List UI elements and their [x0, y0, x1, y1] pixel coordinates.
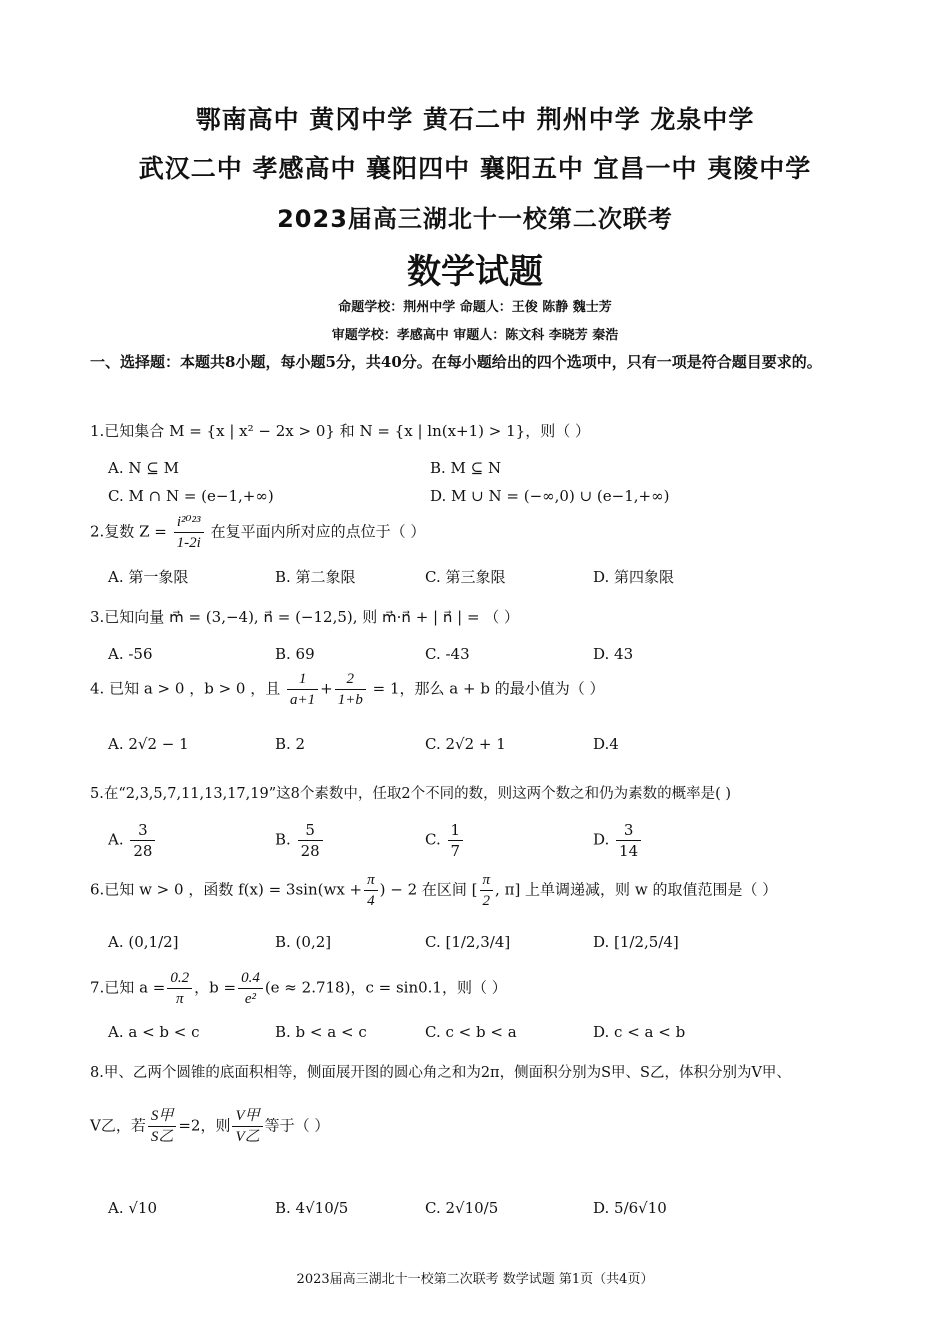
q2-option-a: A. 第一象限 — [108, 568, 189, 586]
q7-option-d: D. c < a < b — [593, 1023, 686, 1041]
q6-int-den: 2 — [482, 893, 491, 909]
q6-pi-den: 4 — [367, 893, 375, 909]
q1-option-b: B. M ⊆ N — [430, 459, 502, 477]
question-4: 4. 已知 a > 0 ，b > 0 ，且 $\frac{1}{a+1}$ + $\frac{2}{1+b}$ = 1，那么 a + b 的最小值为（ ） — [90, 671, 605, 708]
q4-option-b: B. 2 — [275, 735, 306, 753]
q7-text-2: ，b = — [194, 978, 237, 997]
q6-pi-num: π — [364, 870, 378, 891]
q7-option-c: C. c < b < a — [425, 1023, 517, 1041]
q2-denominator: 1-2i — [176, 535, 201, 551]
question-7 — [90, 968, 507, 1009]
subject-title: 数学试题 — [407, 252, 543, 292]
q8-line2-a: V乙，若 — [90, 1116, 146, 1135]
q4-option-c: C. 2√2 + 1 — [425, 735, 506, 753]
q4-f1-num: 1 — [287, 669, 318, 690]
q6-text-1: 6.已知 w > 0 ，函数 f(x) = 3sin(wx + — [90, 880, 363, 899]
author-line: 命题学校：荆州中学 命题人：王俊 陈静 魏士芳 — [338, 300, 612, 315]
q5-c-den: 7 — [450, 842, 461, 860]
q5-b-num: 5 — [298, 820, 323, 841]
q5-option-b — [275, 820, 325, 861]
q8-option-d: D. 5/6√10 — [593, 1199, 667, 1217]
q7-b-den: e² — [244, 991, 257, 1007]
question-1: 1.已知集合 M = {x | x² − 2x > 0} 和 N = {x | ln(x+1) > 1}，则（ ） — [90, 422, 590, 440]
q7-text-3: (e ≈ 2.718)，c = sin0.1，则（ ） — [264, 978, 507, 997]
q2-option-c: C. 第三象限 — [425, 568, 506, 586]
q5-c-label: C. — [425, 830, 441, 849]
q5-d-den: 14 — [619, 842, 639, 860]
question-6 — [90, 870, 777, 911]
q8-v-den: V乙 — [235, 1129, 260, 1145]
q4-f2-den: 1+b — [337, 692, 363, 708]
q1-option-d: D. M ∪ N = (−∞,0) ∪ (e−1,+∞) — [430, 487, 670, 505]
reviewer-line: 审题学校：孝感高中 审题人：陈文科 李晓芳 秦浩 — [331, 328, 619, 343]
q5-a-fraction — [130, 820, 155, 861]
q3-option-a: A. -56 — [108, 645, 153, 663]
q1-option-c: C. M ∩ N = (e−1,+∞) — [108, 487, 274, 505]
q7-b-frac — [238, 968, 263, 1009]
q6-pi-frac — [364, 870, 378, 911]
q8-line2-c: 等于（ ） — [264, 1116, 330, 1135]
q3-option-b: B. 69 — [275, 645, 315, 663]
section-intro: 一、选择题：本题共8小题，每小题5分，共40分。在每小题给出的四个选项中，只有一项是符合题目要求的。 — [90, 353, 822, 371]
schools-line-2: 武汉二中 孝感高中 襄阳四中 襄阳五中 宜昌一中 夷陵中学 — [138, 154, 812, 183]
q8-v-frac — [232, 1106, 262, 1147]
q2-prefix: 2.复数 Z = — [90, 522, 167, 541]
q5-a-num: 3 — [130, 820, 155, 841]
q2-option-b: B. 第二象限 — [275, 568, 356, 586]
q3-option-d: D. 43 — [593, 645, 634, 663]
question-5: 5.在“2,3,5,7,11,13,17,19”这8个素数中，任取2个不同的数，则这两个数之和仍为素数的概率是( ) — [90, 786, 731, 802]
q2-numerator: i²⁰²³ — [174, 512, 204, 533]
question-8-line-1: 8.甲、乙两个圆锥的底面积相等，侧面展开图的圆心角之和为2π，侧面积分别为S甲、S乙，体积分别为V甲、 — [90, 1065, 791, 1081]
q5-c-num: 1 — [448, 820, 464, 841]
q4-f1-den: a+1 — [290, 692, 316, 708]
q6-text-2: ) − 2 在区间 [ — [379, 880, 478, 899]
q6-text-3: , π] 上单调递减，则 w 的取值范围是（ ） — [495, 880, 778, 899]
q7-text-1: 7.已知 a = — [90, 978, 166, 997]
q4-fraction-2 — [335, 669, 366, 710]
q8-s-num: S甲 — [148, 1106, 177, 1127]
q2-fraction — [174, 512, 204, 553]
q6-int-num: π — [480, 870, 494, 891]
q8-line2-b: =2，则 — [178, 1116, 231, 1135]
q5-option-d — [593, 820, 643, 861]
q4-option-a: A. 2√2 − 1 — [108, 735, 189, 753]
q8-option-b: B. 4√10/5 — [275, 1199, 349, 1217]
q5-a-den: 28 — [133, 842, 153, 860]
q6-option-b: B. (0,2] — [275, 933, 332, 951]
page-footer: 2023届高三湖北十一校第二次联考 数学试题 第1页（共4页） — [296, 1272, 654, 1287]
q5-option-c — [425, 820, 465, 861]
q7-option-a: A. a < b < c — [108, 1023, 200, 1041]
q7-option-b: B. b < a < c — [275, 1023, 367, 1041]
q2-suffix: 在复平面内所对应的点位于（ ） — [210, 522, 426, 541]
q7-a-den: π — [175, 991, 184, 1007]
q7-a-frac — [167, 968, 192, 1009]
q7-a-num: 0.2 — [167, 968, 192, 989]
q8-v-num: V甲 — [232, 1106, 262, 1127]
q5-option-a — [108, 820, 157, 861]
q8-option-c: C. 2√10/5 — [425, 1199, 499, 1217]
q5-d-fraction — [616, 820, 641, 861]
q8-option-a: A. √10 — [108, 1199, 158, 1217]
exam-name: 2023届高三湖北十一校第二次联考 — [277, 205, 673, 233]
q5-b-den: 28 — [300, 842, 320, 860]
q3-option-c: C. -43 — [425, 645, 470, 663]
q4-fraction-1 — [287, 669, 318, 710]
q5-d-label: D. — [593, 830, 610, 849]
q4-f2-num: 2 — [335, 669, 366, 690]
q4-prefix: 4. 已知 a > 0 ，b > 0 ，且 — [90, 679, 281, 698]
q8-s-frac — [148, 1106, 177, 1147]
schools-line-1: 鄂南高中 黄冈中学 黄石二中 荆州中学 龙泉中学 — [195, 105, 755, 134]
q2-option-d: D. 第四象限 — [593, 568, 675, 586]
q6-option-d: D. [1/2,5/4] — [593, 933, 679, 951]
q1-option-a: A. N ⊆ M — [108, 459, 179, 477]
q6-option-a: A. (0,1/2] — [108, 933, 179, 951]
q5-c-fraction — [448, 820, 464, 861]
q5-d-num: 3 — [616, 820, 641, 841]
question-3: 3.已知向量 m⃗ = (3,−4), n⃗ = (−12,5), 则 m⃗·n⃗ + | n⃗ | = （ ） — [90, 608, 520, 626]
q5-b-fraction — [298, 820, 323, 861]
q6-option-c: C. [1/2,3/4] — [425, 933, 511, 951]
q4-suffix: = 1，那么 a + b 的最小值为（ ） — [372, 679, 605, 698]
question-2 — [90, 512, 425, 553]
q5-a-label: A. — [108, 830, 124, 849]
q7-b-num: 0.4 — [238, 968, 263, 989]
q6-interval-frac — [480, 870, 494, 911]
q5-b-label: B. — [275, 830, 291, 849]
question-8-line-2 — [90, 1106, 329, 1147]
q8-s-den: S乙 — [150, 1129, 174, 1145]
q4-option-d: D.4 — [593, 735, 619, 753]
